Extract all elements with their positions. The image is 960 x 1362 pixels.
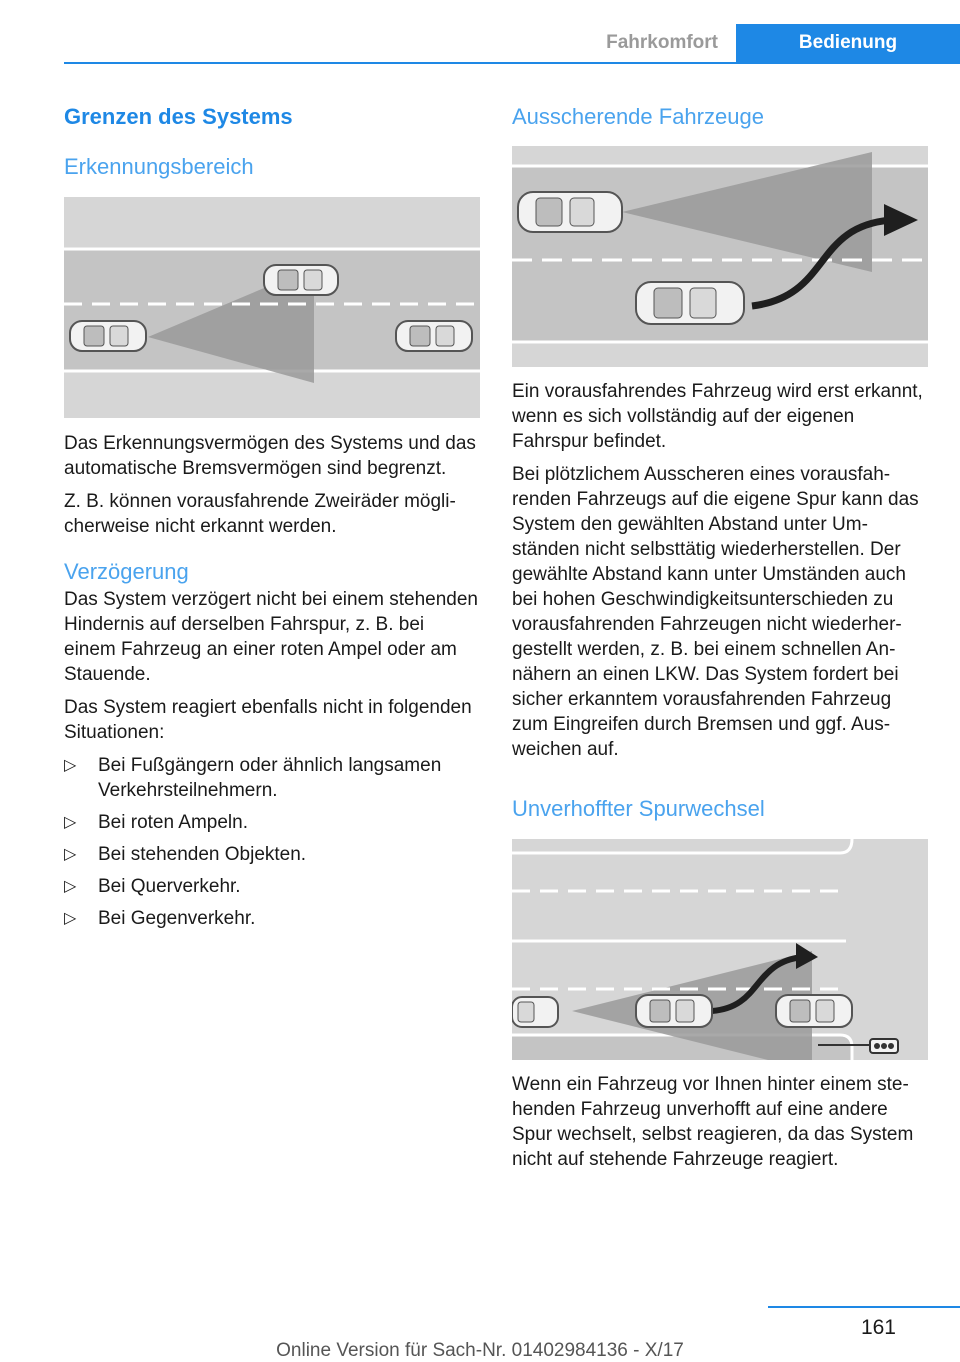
situations-list <box>64 753 480 931</box>
paragraph-situations-intro: Das System reagiert ebenfalls nicht in folgenden Situationen: <box>64 697 472 744</box>
paragraph-detection-limit: Das Erkennungsvermögen des Systems und das automatische Bremsvermögen sind begrenzt. <box>64 432 476 479</box>
detection-range-illustration <box>64 197 480 418</box>
paragraph-react-yourself: Wenn ein Fahrzeug vor Ihnen hinter einem stehenden Fahrzeug unverhofft auf eine andere Spur wechselt, selbst reagieren, da das System nicht auf stehende Fahrzeuge reagiert. <box>512 1073 914 1170</box>
own-car-icon <box>518 192 622 232</box>
header-tab-fahrkomfort[interactable]: Fahrkomfort <box>588 24 736 62</box>
page-header <box>588 24 960 62</box>
car-ahead-same-lane-icon <box>396 321 472 351</box>
online-version-note: Online Version für Sach-Nr. 01402984136 - X/17 <box>276 1340 684 1361</box>
cut-in-vehicle-illustration <box>512 146 928 367</box>
paragraph-sudden-cut-in: Bei plötzlichem Ausscheren eines vorausfahrenden Fahrzeugs auf die eigene Spur kann das System den gewählten Abstand unter Umständen nicht selbsttätig wiederherstellen. Der gewählte Abstand kann unter Umständen auch bei hohen Geschwindigkeitsunterschieden zu vorausfahrenden Fahrzeugen nicht wiederhergestellt werden, z. B. bei einem schnellen Annähern an einen LKW. Das System fordert bei sicher erkanntem vorausfahrenden Fahrzeug zum Eingreifen durch Bremsen und ggf. Ausweichen auf. <box>512 464 919 761</box>
subsection-unverhoffter-spurwechsel: Unverhoffter Spurwechsel <box>512 796 765 822</box>
list-item: ▷ Bei roten Ampeln. <box>64 812 248 834</box>
paragraph-stationary-obstacle: Das System verzögert nicht bei einem stehenden Hindernis auf derselben Fahrspur, z. B. bei einem Fahrzeug an einer roten Ampel oder am Stauende. <box>64 589 478 686</box>
car-ahead-left-lane-icon <box>264 265 338 295</box>
triangle-bullet-icon: ▷ <box>64 910 77 928</box>
paragraph-detection-full-lane: Ein vorausfahrendes Fahrzeug wird erst erkannt, wenn es sich vollständig auf der eigenen Fahrspur befindet. <box>512 381 923 453</box>
page-number: 161 <box>860 1316 896 1339</box>
subsection-erkennungsbereich: Erkennungsbereich <box>64 154 254 180</box>
paragraph-two-wheelers: Z. B. können vorausfahrende Zweiräder möglicherweise nicht erkannt werden. <box>64 490 456 537</box>
section-title: Grenzen des Systems <box>64 104 293 129</box>
triangle-bullet-icon: ▷ <box>64 878 77 896</box>
header-tab-bedienung[interactable]: Bedienung <box>736 24 960 62</box>
unexpected-lane-change-illustration <box>512 839 928 1060</box>
list-item: ▷ Bei Querverkehr. <box>64 876 241 898</box>
triangle-bullet-icon: ▷ <box>64 757 77 775</box>
cutting-in-car-icon <box>636 282 744 324</box>
right-column <box>512 100 928 1172</box>
stationary-car-icon <box>776 995 852 1027</box>
triangle-bullet-icon: ▷ <box>64 814 77 832</box>
subsection-verzoegerung: Verzögerung <box>64 558 189 584</box>
list-item: ▷ Bei stehenden Objekten. <box>64 844 307 866</box>
subsection-ausscherende-fahrzeuge: Ausscherende Fahrzeuge <box>512 104 764 129</box>
left-column <box>64 100 480 938</box>
header-divider <box>64 62 960 64</box>
lane-changing-car-icon <box>636 995 712 1027</box>
own-car-icon <box>70 321 146 351</box>
list-item: ▷ Bei Fußgängern oder ähnlich langsamen Verkehrsteilnehmern. <box>64 755 442 802</box>
own-car-icon <box>512 997 558 1027</box>
list-item: ▷ Bei Gegenverkehr. <box>64 908 256 930</box>
footer-divider <box>768 1306 960 1308</box>
triangle-bullet-icon: ▷ <box>64 846 77 864</box>
